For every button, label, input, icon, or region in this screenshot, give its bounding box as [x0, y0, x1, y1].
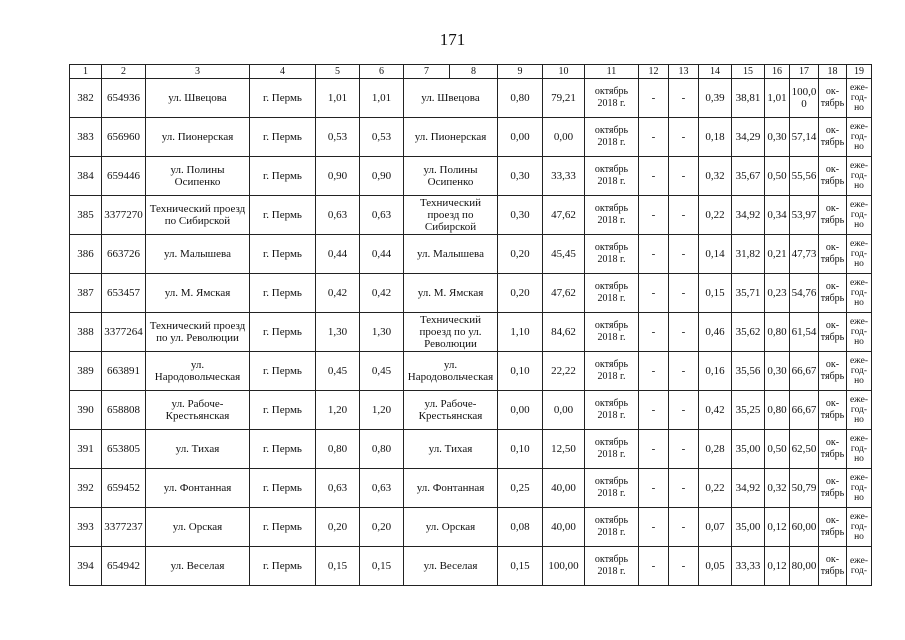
table-cell-c6: 0,20: [360, 508, 404, 547]
table-cell-city: г. Пермь: [250, 274, 316, 313]
table-cell-c16: 0,23: [765, 274, 790, 313]
table-cell-city: г. Пермь: [250, 391, 316, 430]
table-cell-c14: 0,15: [699, 274, 732, 313]
table-cell-n: 385: [70, 196, 102, 235]
table-cell-c10: 45,45: [543, 235, 585, 274]
table-row: [70, 547, 872, 586]
table-cell-c5: 0,63: [316, 469, 360, 508]
table-row: [70, 157, 872, 196]
table-cell-c14: 0,28: [699, 430, 732, 469]
table-cell-c11: октябрь 2018 г.: [585, 196, 639, 235]
table-row: [70, 235, 872, 274]
table-cell-city: г. Пермь: [250, 430, 316, 469]
table-cell-c19: еже- год- но: [847, 274, 872, 313]
table-cell-code: 3377237: [102, 508, 146, 547]
table-cell-name: ул. Фонтанная: [146, 469, 250, 508]
table-cell-c18: ок- тябрь: [819, 118, 847, 157]
table-cell-n: 384: [70, 157, 102, 196]
table-cell-city: г. Пермь: [250, 79, 316, 118]
table-cell-c16: 1,01: [765, 79, 790, 118]
table-cell-c15: 35,00: [732, 430, 765, 469]
table-cell-c17: 57,14: [790, 118, 819, 157]
table-cell-c17: 61,54: [790, 313, 819, 352]
table-row: [70, 274, 872, 313]
header-cell: 13: [669, 65, 699, 79]
table-cell-c12: -: [639, 391, 669, 430]
header-cell: 18: [819, 65, 847, 79]
table-cell-c14: 0,07: [699, 508, 732, 547]
table-cell-c18: ок- тябрь: [819, 313, 847, 352]
table-cell-c15: 33,33: [732, 547, 765, 586]
table-cell-c14: 0,46: [699, 313, 732, 352]
table-cell-c15: 35,56: [732, 352, 765, 391]
table-cell-c78: ул. Тихая: [404, 430, 498, 469]
data-table: [69, 64, 872, 586]
table-cell-code: 654942: [102, 547, 146, 586]
table-cell-c17: 60,00: [790, 508, 819, 547]
table-cell-c18: ок- тябрь: [819, 352, 847, 391]
table-cell-c15: 34,29: [732, 118, 765, 157]
table-row: [70, 79, 872, 118]
table-cell-c9: 0,25: [498, 469, 543, 508]
table-cell-c11: октябрь 2018 г.: [585, 352, 639, 391]
table-cell-c11: октябрь 2018 г.: [585, 313, 639, 352]
table-cell-c18: ок- тябрь: [819, 391, 847, 430]
table-cell-c16: 0,80: [765, 391, 790, 430]
header-cell: 19: [847, 65, 872, 79]
table-cell-c9: 0,08: [498, 508, 543, 547]
table-cell-c13: -: [669, 157, 699, 196]
table-cell-c13: -: [669, 469, 699, 508]
table-cell-c15: 35,71: [732, 274, 765, 313]
table-cell-c6: 0,15: [360, 547, 404, 586]
table-cell-c5: 0,42: [316, 274, 360, 313]
table-cell-name: ул. Народовольческая: [146, 352, 250, 391]
table-cell-c19: еже- год- но: [847, 430, 872, 469]
table-cell-c15: 35,00: [732, 508, 765, 547]
table-cell-c10: 47,62: [543, 274, 585, 313]
table-cell-c16: 0,30: [765, 118, 790, 157]
table-cell-c12: -: [639, 508, 669, 547]
table-cell-c10: 0,00: [543, 118, 585, 157]
table-cell-c17: 66,67: [790, 352, 819, 391]
table-cell-c13: -: [669, 508, 699, 547]
table-cell-code: 659452: [102, 469, 146, 508]
table-cell-c12: -: [639, 313, 669, 352]
table-cell-c9: 0,10: [498, 430, 543, 469]
table-cell-c13: -: [669, 547, 699, 586]
table-cell-c9: 0,80: [498, 79, 543, 118]
table-cell-c11: октябрь 2018 г.: [585, 157, 639, 196]
table-cell-city: г. Пермь: [250, 547, 316, 586]
table-cell-c18: ок- тябрь: [819, 508, 847, 547]
table-cell-c5: 0,63: [316, 196, 360, 235]
table-cell-c13: -: [669, 313, 699, 352]
table-cell-n: 392: [70, 469, 102, 508]
table-cell-c11: октябрь 2018 г.: [585, 430, 639, 469]
table-cell-c5: 0,53: [316, 118, 360, 157]
table-cell-c12: -: [639, 235, 669, 274]
header-cell: 4: [250, 65, 316, 79]
table-cell-c14: 0,05: [699, 547, 732, 586]
table-cell-c14: 0,42: [699, 391, 732, 430]
table-cell-c5: 1,30: [316, 313, 360, 352]
table-cell-name: ул. Рабоче- Крестьянская: [146, 391, 250, 430]
table-cell-code: 659446: [102, 157, 146, 196]
header-cell: 3: [146, 65, 250, 79]
header-cell: 14: [699, 65, 732, 79]
table-cell-c10: 12,50: [543, 430, 585, 469]
table-cell-c6: 0,80: [360, 430, 404, 469]
table-cell-n: 386: [70, 235, 102, 274]
table-cell-name: Технический проезд по ул. Революции: [146, 313, 250, 352]
table-cell-c15: 35,67: [732, 157, 765, 196]
table-cell-code: 654936: [102, 79, 146, 118]
header-cell: 6: [360, 65, 404, 79]
table-cell-c9: 0,00: [498, 118, 543, 157]
table-cell-c12: -: [639, 79, 669, 118]
table-cell-c17: 66,67: [790, 391, 819, 430]
table-cell-c10: 33,33: [543, 157, 585, 196]
table-cell-name: ул. Орская: [146, 508, 250, 547]
table-cell-c17: 47,73: [790, 235, 819, 274]
table-cell-city: г. Пермь: [250, 352, 316, 391]
table-cell-c15: 34,92: [732, 469, 765, 508]
table-cell-c13: -: [669, 118, 699, 157]
table-cell-c16: 0,32: [765, 469, 790, 508]
table-cell-c5: 0,90: [316, 157, 360, 196]
table-cell-name: ул. Полины Осипенко: [146, 157, 250, 196]
table-cell-c6: 1,01: [360, 79, 404, 118]
table-cell-city: г. Пермь: [250, 118, 316, 157]
table-cell-code: 3377264: [102, 313, 146, 352]
table-cell-name: ул. Швецова: [146, 79, 250, 118]
table-cell-c17: 54,76: [790, 274, 819, 313]
table-cell-c13: -: [669, 235, 699, 274]
table-cell-c11: октябрь 2018 г.: [585, 235, 639, 274]
table-cell-c6: 0,90: [360, 157, 404, 196]
table-cell-c19: еже- год- но: [847, 196, 872, 235]
header-cell: 17: [790, 65, 819, 79]
table-cell-c12: -: [639, 469, 669, 508]
table-cell-c16: 0,80: [765, 313, 790, 352]
table-cell-c16: 0,34: [765, 196, 790, 235]
table-cell-c12: -: [639, 274, 669, 313]
table-cell-code: 658808: [102, 391, 146, 430]
table-cell-c16: 0,12: [765, 508, 790, 547]
table-cell-c10: 84,62: [543, 313, 585, 352]
table-cell-c78: ул. М. Ямская: [404, 274, 498, 313]
table-cell-c78: ул. Пионерская: [404, 118, 498, 157]
table-cell-c5: 0,45: [316, 352, 360, 391]
table-row: [70, 196, 872, 235]
table-cell-code: 3377270: [102, 196, 146, 235]
table-cell-c5: 1,20: [316, 391, 360, 430]
table-cell-c19: еже- год- но: [847, 469, 872, 508]
header-cell: 10: [543, 65, 585, 79]
table-cell-c10: 79,21: [543, 79, 585, 118]
table-cell-c13: -: [669, 274, 699, 313]
table-cell-c19: еже- год- но: [847, 508, 872, 547]
table-cell-city: г. Пермь: [250, 196, 316, 235]
table-cell-c19: еже- год- но: [847, 157, 872, 196]
table-cell-c12: -: [639, 430, 669, 469]
table-cell-c6: 1,20: [360, 391, 404, 430]
table-cell-c15: 35,62: [732, 313, 765, 352]
table-cell-c15: 31,82: [732, 235, 765, 274]
table-cell-c12: -: [639, 547, 669, 586]
table-cell-c5: 0,44: [316, 235, 360, 274]
table-cell-code: 663891: [102, 352, 146, 391]
table-cell-c15: 38,81: [732, 79, 765, 118]
table-cell-name: ул. Малышева: [146, 235, 250, 274]
table-cell-code: 656960: [102, 118, 146, 157]
table-cell-name: ул. Тихая: [146, 430, 250, 469]
table-cell-c12: -: [639, 196, 669, 235]
table-cell-c14: 0,32: [699, 157, 732, 196]
table-cell-c9: 0,15: [498, 547, 543, 586]
table-cell-c14: 0,39: [699, 79, 732, 118]
table-cell-c78: Технический проезд по ул. Революции: [404, 313, 498, 352]
table-cell-c16: 0,21: [765, 235, 790, 274]
table-row: [70, 469, 872, 508]
table-cell-n: 383: [70, 118, 102, 157]
table-cell-c18: ок- тябрь: [819, 157, 847, 196]
header-cell: 5: [316, 65, 360, 79]
table-cell-c78: Технический проезд по Сибирской: [404, 196, 498, 235]
table-row: [70, 430, 872, 469]
table-cell-c5: 0,20: [316, 508, 360, 547]
table-cell-c13: -: [669, 391, 699, 430]
table-cell-c10: 47,62: [543, 196, 585, 235]
table-cell-n: 387: [70, 274, 102, 313]
table-cell-c6: 0,53: [360, 118, 404, 157]
table-cell-c10: 40,00: [543, 508, 585, 547]
table-cell-c5: 0,15: [316, 547, 360, 586]
table-row: [70, 118, 872, 157]
table-cell-c17: 80,00: [790, 547, 819, 586]
table-cell-c17: 55,56: [790, 157, 819, 196]
table-cell-n: 391: [70, 430, 102, 469]
table-cell-n: 388: [70, 313, 102, 352]
table-cell-c16: 0,50: [765, 430, 790, 469]
header-cell: 12: [639, 65, 669, 79]
table-cell-c6: 1,30: [360, 313, 404, 352]
table-cell-c9: 0,20: [498, 235, 543, 274]
table-cell-c78: ул. Малышева: [404, 235, 498, 274]
table-cell-c9: 0,00: [498, 391, 543, 430]
table-cell-c11: октябрь 2018 г.: [585, 79, 639, 118]
table-cell-n: 389: [70, 352, 102, 391]
table-cell-c14: 0,18: [699, 118, 732, 157]
table-cell-c16: 0,50: [765, 157, 790, 196]
table-cell-city: г. Пермь: [250, 235, 316, 274]
table-cell-c9: 0,20: [498, 274, 543, 313]
table-cell-c6: 0,42: [360, 274, 404, 313]
table-cell-c19: еже- год- но: [847, 79, 872, 118]
table-cell-c6: 0,44: [360, 235, 404, 274]
table-cell-name: ул. М. Ямская: [146, 274, 250, 313]
table-cell-c5: 1,01: [316, 79, 360, 118]
table-cell-name: Технический проезд по Сибирской: [146, 196, 250, 235]
table-cell-c14: 0,14: [699, 235, 732, 274]
table-cell-city: г. Пермь: [250, 157, 316, 196]
table-cell-c9: 0,30: [498, 196, 543, 235]
table-cell-c11: октябрь 2018 г.: [585, 274, 639, 313]
table-cell-city: г. Пермь: [250, 469, 316, 508]
table-cell-c78: ул. Швецова: [404, 79, 498, 118]
table-cell-c78: ул. Фонтанная: [404, 469, 498, 508]
table-cell-c17: 53,97: [790, 196, 819, 235]
table-row: [70, 352, 872, 391]
table-row: [70, 313, 872, 352]
table-cell-code: 653805: [102, 430, 146, 469]
header-cell: 1: [70, 65, 102, 79]
table-cell-name: ул. Веселая: [146, 547, 250, 586]
table-cell-c11: октябрь 2018 г.: [585, 508, 639, 547]
table-cell-c14: 0,16: [699, 352, 732, 391]
table-cell-c78: ул. Народовольческая: [404, 352, 498, 391]
header-cell: 15: [732, 65, 765, 79]
table-cell-n: 393: [70, 508, 102, 547]
table-cell-c14: 0,22: [699, 196, 732, 235]
table-cell-c18: ок- тябрь: [819, 196, 847, 235]
table-cell-c12: -: [639, 118, 669, 157]
table-cell-code: 653457: [102, 274, 146, 313]
header-cell: 9: [498, 65, 543, 79]
table-cell-city: г. Пермь: [250, 313, 316, 352]
table-cell-c10: 40,00: [543, 469, 585, 508]
header-cell: 2: [102, 65, 146, 79]
table-row: [70, 508, 872, 547]
table-cell-c19: еже- год- но: [847, 118, 872, 157]
table-cell-c13: -: [669, 196, 699, 235]
table-cell-name: ул. Пионерская: [146, 118, 250, 157]
table-cell-c6: 0,45: [360, 352, 404, 391]
table-cell-c14: 0,22: [699, 469, 732, 508]
table-cell-c11: октябрь 2018 г.: [585, 547, 639, 586]
table-cell-c13: -: [669, 352, 699, 391]
table-cell-c12: -: [639, 352, 669, 391]
table-cell-c11: октябрь 2018 г.: [585, 469, 639, 508]
table-cell-c17: 50,79: [790, 469, 819, 508]
table-cell-c9: 1,10: [498, 313, 543, 352]
table-cell-c15: 35,25: [732, 391, 765, 430]
table-cell-c10: 100,00: [543, 547, 585, 586]
table-cell-c9: 0,30: [498, 157, 543, 196]
table-cell-c5: 0,80: [316, 430, 360, 469]
table-cell-c18: ок- тябрь: [819, 430, 847, 469]
table-cell-c78: ул. Веселая: [404, 547, 498, 586]
table-cell-c19: еже- год- но: [847, 352, 872, 391]
page-number: 171: [439, 30, 466, 49]
table-cell-c9: 0,10: [498, 352, 543, 391]
table-header-row: [70, 65, 872, 79]
table-row: [70, 391, 872, 430]
table-cell-c12: -: [639, 157, 669, 196]
table-cell-c19: еже- год- но: [847, 313, 872, 352]
table-cell-c78: ул. Рабоче- Крестьянская: [404, 391, 498, 430]
table-cell-c16: 0,30: [765, 352, 790, 391]
table-cell-c18: ок- тябрь: [819, 79, 847, 118]
table-cell-c15: 34,92: [732, 196, 765, 235]
table-cell-c17: 62,50: [790, 430, 819, 469]
table-cell-c16: 0,12: [765, 547, 790, 586]
table-cell-c11: октябрь 2018 г.: [585, 391, 639, 430]
table-cell-c17: 100,0 0: [790, 79, 819, 118]
table-cell-c13: -: [669, 430, 699, 469]
header-cell: 16: [765, 65, 790, 79]
table-cell-c18: ок- тябрь: [819, 469, 847, 508]
table-cell-c6: 0,63: [360, 469, 404, 508]
table-cell-c6: 0,63: [360, 196, 404, 235]
table-cell-c18: ок- тябрь: [819, 235, 847, 274]
header-cell: 11: [585, 65, 639, 79]
table-cell-c18: ок- тябрь: [819, 547, 847, 586]
table-cell-c19: еже- год-: [847, 547, 872, 586]
table-cell-c19: еже- год- но: [847, 391, 872, 430]
table-cell-c13: -: [669, 79, 699, 118]
table-cell-c10: 0,00: [543, 391, 585, 430]
table-cell-c18: ок- тябрь: [819, 274, 847, 313]
table-cell-c78: ул. Полины Осипенко: [404, 157, 498, 196]
table-cell-c11: октябрь 2018 г.: [585, 118, 639, 157]
header-cell: 8: [450, 65, 498, 79]
table-cell-code: 663726: [102, 235, 146, 274]
table-cell-c78: ул. Орская: [404, 508, 498, 547]
table-cell-n: 394: [70, 547, 102, 586]
table-cell-c10: 22,22: [543, 352, 585, 391]
table-cell-n: 390: [70, 391, 102, 430]
table-cell-c19: еже- год- но: [847, 235, 872, 274]
header-cell: 7: [404, 65, 450, 79]
table-cell-city: г. Пермь: [250, 508, 316, 547]
table-cell-n: 382: [70, 79, 102, 118]
